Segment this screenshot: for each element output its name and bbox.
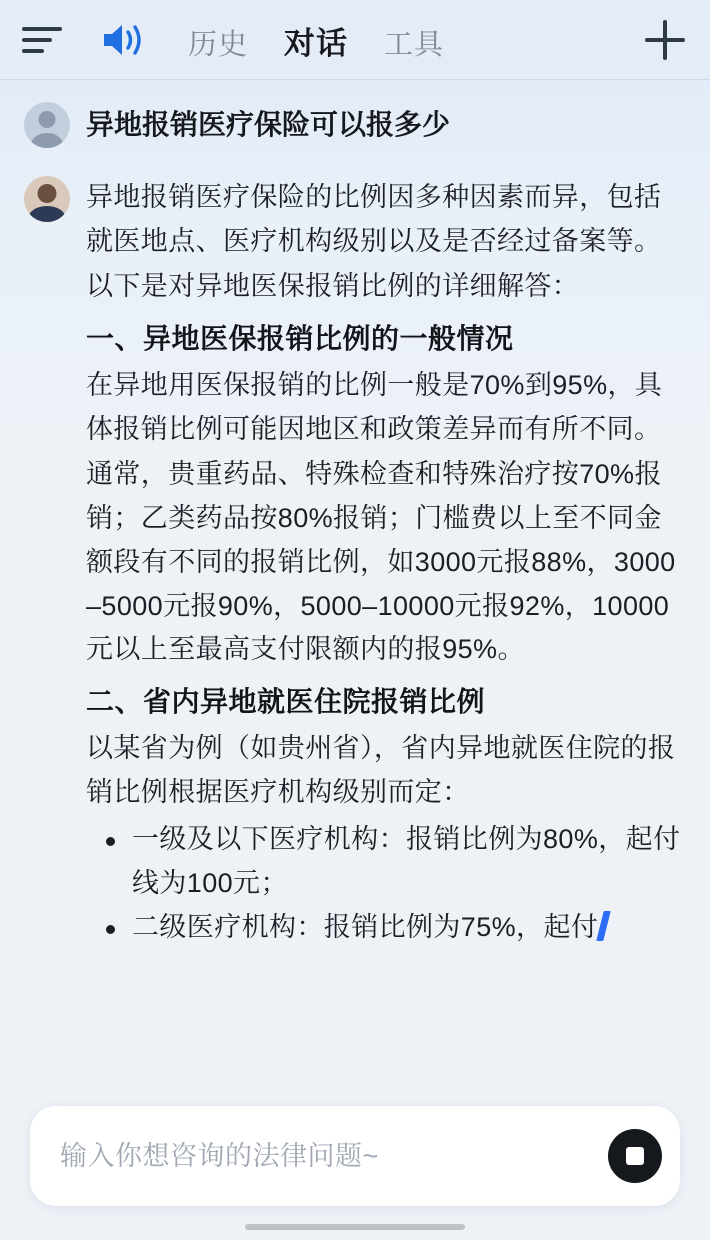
menu-line-2 <box>22 38 52 42</box>
menu-line-3 <box>22 49 44 53</box>
bullet-text-2: 二级医疗机构：报销比例为75%，起付 <box>132 911 599 942</box>
user-question-text: 异地报销医疗保险可以报多少 <box>86 109 451 140</box>
conversation-area[interactable] <box>0 80 710 1096</box>
stop-square-icon[interactable] <box>608 1129 662 1183</box>
list-item <box>86 818 686 905</box>
section-1-paragraph-1: 在异地用医保报销的比例一般是70%到95%，具体报销比例可能因地区和政策差异而有所不同。 <box>86 370 663 444</box>
section-2-paragraph-1: 以某省为例（如贵州省），省内异地就医住院的报销比例根据医疗机构级别而定： <box>86 732 676 807</box>
typing-caret-icon <box>597 911 611 941</box>
speaker-volume-icon[interactable] <box>98 18 146 62</box>
hamburger-menu-icon[interactable] <box>22 19 64 61</box>
assistant-intro-paragraph-1: 异地报销医疗保险的比例因多种因素而异，包括就医地点、医疗机构级别以及是否经过备案等。 <box>86 182 662 256</box>
section-1-heading: 一、异地医保报销比例的一般情况 <box>86 323 514 355</box>
user-avatar-icon <box>24 102 70 148</box>
top-bar <box>0 0 710 80</box>
list-item <box>86 906 686 950</box>
composer-bar[interactable] <box>30 1106 680 1206</box>
tab-history[interactable]: 历史 <box>188 28 249 61</box>
plus-icon[interactable] <box>642 17 688 63</box>
assistant-intro-paragraph-2: 以下是对异地医保报销比例的详细解答： <box>86 271 580 302</box>
tab-conversation[interactable]: 对话 <box>284 25 349 61</box>
assistant-message-body <box>86 176 686 950</box>
tab-bar <box>188 18 444 63</box>
section-2-bullet-list <box>86 818 686 949</box>
section-1-paragraph-2: 通常，贵重药品、特殊检查和特殊治疗按70%报销；乙类药品按80%报销；门槛费以上至不同金额段有不同的报销比例，如3000元报88%，3000–5000元报90%，5000–10000元报92%，10000元以上至最高支付限额内的报95%。 <box>86 459 676 665</box>
assistant-message <box>0 162 710 950</box>
message-input[interactable] <box>60 1141 608 1172</box>
stop-square-glyph <box>626 1147 644 1165</box>
user-message <box>0 80 710 162</box>
section-2-heading: 二、省内异地就医住院报销比例 <box>86 686 486 718</box>
composer-container <box>0 1096 710 1240</box>
bullet-text-1: 一级及以下医疗机构：报销比例为80%，起付线为100元； <box>132 824 681 899</box>
menu-line-1 <box>22 27 62 31</box>
home-indicator <box>245 1224 465 1230</box>
assistant-avatar-icon <box>24 176 70 222</box>
tab-tools[interactable]: 工具 <box>384 28 445 61</box>
